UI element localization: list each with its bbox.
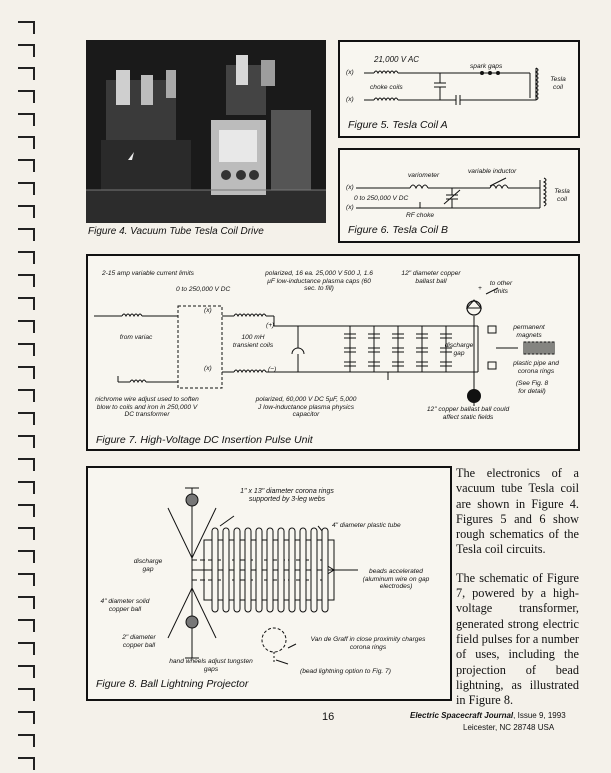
fig5-voltage-label: 21,000 V AC bbox=[374, 55, 420, 64]
figure-5-caption: Figure 5. Tesla Coil A bbox=[348, 119, 448, 131]
spiral-coil bbox=[18, 344, 34, 356]
spiral-coil bbox=[18, 758, 34, 770]
spiral-coil bbox=[18, 459, 34, 471]
spiral-coil bbox=[18, 137, 34, 149]
fig7-plus-sign: + bbox=[478, 285, 482, 292]
fig8-bead-option-label: (bead lightning option to Fig. 7) bbox=[300, 668, 391, 675]
fig8-van-de-graff-label: Van de Graff in close proximity charges corona rings bbox=[310, 636, 426, 651]
fig7-other-units-label: to other units bbox=[489, 280, 513, 295]
fig5-choke-label: choke coils bbox=[370, 84, 403, 91]
journal-name: Electric Spacecraft Journal bbox=[410, 711, 514, 720]
fig7-x1-label: (x) bbox=[204, 307, 212, 314]
spiral-coil bbox=[18, 390, 34, 402]
fig5-spark-gaps-label: spark gaps bbox=[470, 63, 503, 70]
fig7-caps-label: polarized, 16 ea. 25,000 V 500 J, 1.6 µF low-inductance plasma caps (60 sec. to fill) bbox=[265, 270, 373, 293]
figure-7-box bbox=[86, 254, 580, 451]
fig7-plus-label: (+) bbox=[266, 322, 275, 329]
spiral-coil bbox=[18, 597, 34, 609]
spiral-coil bbox=[18, 666, 34, 678]
spiral-coil bbox=[18, 298, 34, 310]
fig6-x-top-label: (x) bbox=[346, 184, 354, 191]
fig6-variable-inductor-label: variable inductor bbox=[468, 168, 517, 175]
figure-8-box bbox=[86, 466, 452, 701]
fig8-corona-rings-label: 1" x 13" diameter corona rings supported by 3-leg webs bbox=[240, 488, 334, 503]
fig8-copper-ball-label: 2" diameter copper ball bbox=[122, 634, 156, 649]
figure-4-caption: Figure 4. Vacuum Tube Tesla Coil Drive bbox=[88, 226, 264, 237]
figure-8-caption: Figure 8. Ball Lightning Projector bbox=[96, 678, 249, 690]
fig5-tesla-label: Tesla coil bbox=[550, 76, 566, 91]
fig5-x-bottom-label: (x) bbox=[346, 96, 354, 103]
fig8-beads-label: beads accelerated (aluminum wire on gap electrodes) bbox=[362, 568, 430, 591]
spiral-coil bbox=[18, 252, 34, 264]
journal-location: Leicester, NC 28748 USA bbox=[463, 723, 555, 732]
spiral-coil bbox=[18, 68, 34, 80]
spiral-coil bbox=[18, 712, 34, 724]
spiral-coil bbox=[18, 206, 34, 218]
figure-5-box bbox=[338, 40, 580, 138]
fig8-solid-ball-label: 4" diameter solid copper ball bbox=[100, 598, 150, 613]
spiral-coil bbox=[18, 321, 34, 333]
spiral-coil bbox=[18, 45, 34, 57]
fig7-x2-label: (x) bbox=[204, 365, 212, 372]
vacuum-tube-photo bbox=[86, 40, 326, 223]
fig7-voltage-label: 0 to 250,000 V DC bbox=[176, 286, 231, 293]
spiral-coil bbox=[18, 22, 34, 34]
paragraph-2: The schematic of Figure 7, powered by a high-voltage transformer, generated strong electric field pulses for a number of uses, including the projection of bead lightning, as illustrated in Figure 8. bbox=[456, 570, 579, 708]
figure-7-caption: Figure 7. High-Voltage DC Insertion Pulse Unit bbox=[96, 434, 313, 446]
spiral-coil bbox=[18, 620, 34, 632]
spiral-coil bbox=[18, 574, 34, 586]
spiral-coil bbox=[18, 367, 34, 379]
fig8-discharge-label: discharge gap bbox=[133, 558, 163, 573]
page-number: 16 bbox=[322, 711, 335, 723]
spiral-coil bbox=[18, 160, 34, 172]
fig7-plastic-pipe-label: plastic pipe and corona rings bbox=[513, 360, 559, 375]
fig6-voltage-label: 0 to 250,000 V DC bbox=[354, 195, 409, 202]
fig6-rf-choke-label: RF choke bbox=[406, 212, 435, 219]
fig6-variometer-label: variometer bbox=[408, 172, 440, 179]
spiral-coil bbox=[18, 643, 34, 655]
fig7-ball-top-label: 12" diameter copper ballast ball bbox=[401, 270, 461, 285]
spiral-coil bbox=[18, 183, 34, 195]
spiral-coil bbox=[18, 735, 34, 747]
fig8-hand-wheels-label: hand wheels adjust tungsten gaps bbox=[169, 658, 253, 673]
fig5-x-top-label: (x) bbox=[346, 69, 354, 76]
spiral-coil bbox=[18, 413, 34, 425]
spiral-coil bbox=[18, 114, 34, 126]
figure-6-caption: Figure 6. Tesla Coil B bbox=[348, 224, 448, 236]
fig7-magnets-label: permanent magnets bbox=[513, 324, 545, 339]
fig7-transient-label: 100 mH transient coils bbox=[232, 334, 274, 349]
spiral-coil bbox=[18, 689, 34, 701]
paragraph-1: The electronics of a vacuum tube Tesla coil are shown in Figure 4. Figures 5 and 6 show rough schematics of the Tesla coil circuits. bbox=[456, 466, 579, 557]
spiral-coil bbox=[18, 551, 34, 563]
journal-issue: , Issue 9, 1993 bbox=[513, 711, 566, 720]
fig7-physics-cap-label: polarized, 60,000 V DC 5µF, 5,000 J low-inductance plasma physics capacitor bbox=[255, 396, 357, 419]
fig7-minus-label: (−) bbox=[268, 366, 277, 373]
fig8-plastic-tube-label: 4" diameter plastic tube bbox=[332, 522, 401, 529]
spiral-coil bbox=[18, 91, 34, 103]
fig6-x-bottom-label: (x) bbox=[346, 204, 354, 211]
article-body bbox=[456, 466, 579, 721]
spiral-coil bbox=[18, 436, 34, 448]
fig7-nichrome-label: nichrome wire adjust used to soften blow to coils and iron in 250,000 V DC transformer bbox=[95, 396, 199, 419]
fig6-tesla-label: Tesla coil bbox=[554, 188, 570, 203]
fig7-see-fig-label: (See Fig. 8 for detail) bbox=[515, 380, 549, 395]
spiral-coil bbox=[18, 505, 34, 517]
fig7-variac-label: from variac bbox=[119, 334, 153, 341]
spiral-coil bbox=[18, 275, 34, 287]
journal-line bbox=[410, 711, 566, 720]
fig7-ball-bottom-label: 12" copper ballast ball could affect static fields bbox=[426, 406, 510, 421]
fig7-amp-label: 2-15 amp variable current limits bbox=[102, 270, 194, 277]
spiral-coil bbox=[18, 528, 34, 540]
fig7-discharge-label: discharge gap bbox=[444, 342, 474, 357]
spiral-coil bbox=[18, 482, 34, 494]
figure-6-box bbox=[338, 148, 580, 243]
spiral-binding bbox=[8, 0, 48, 773]
spiral-coil bbox=[18, 229, 34, 241]
